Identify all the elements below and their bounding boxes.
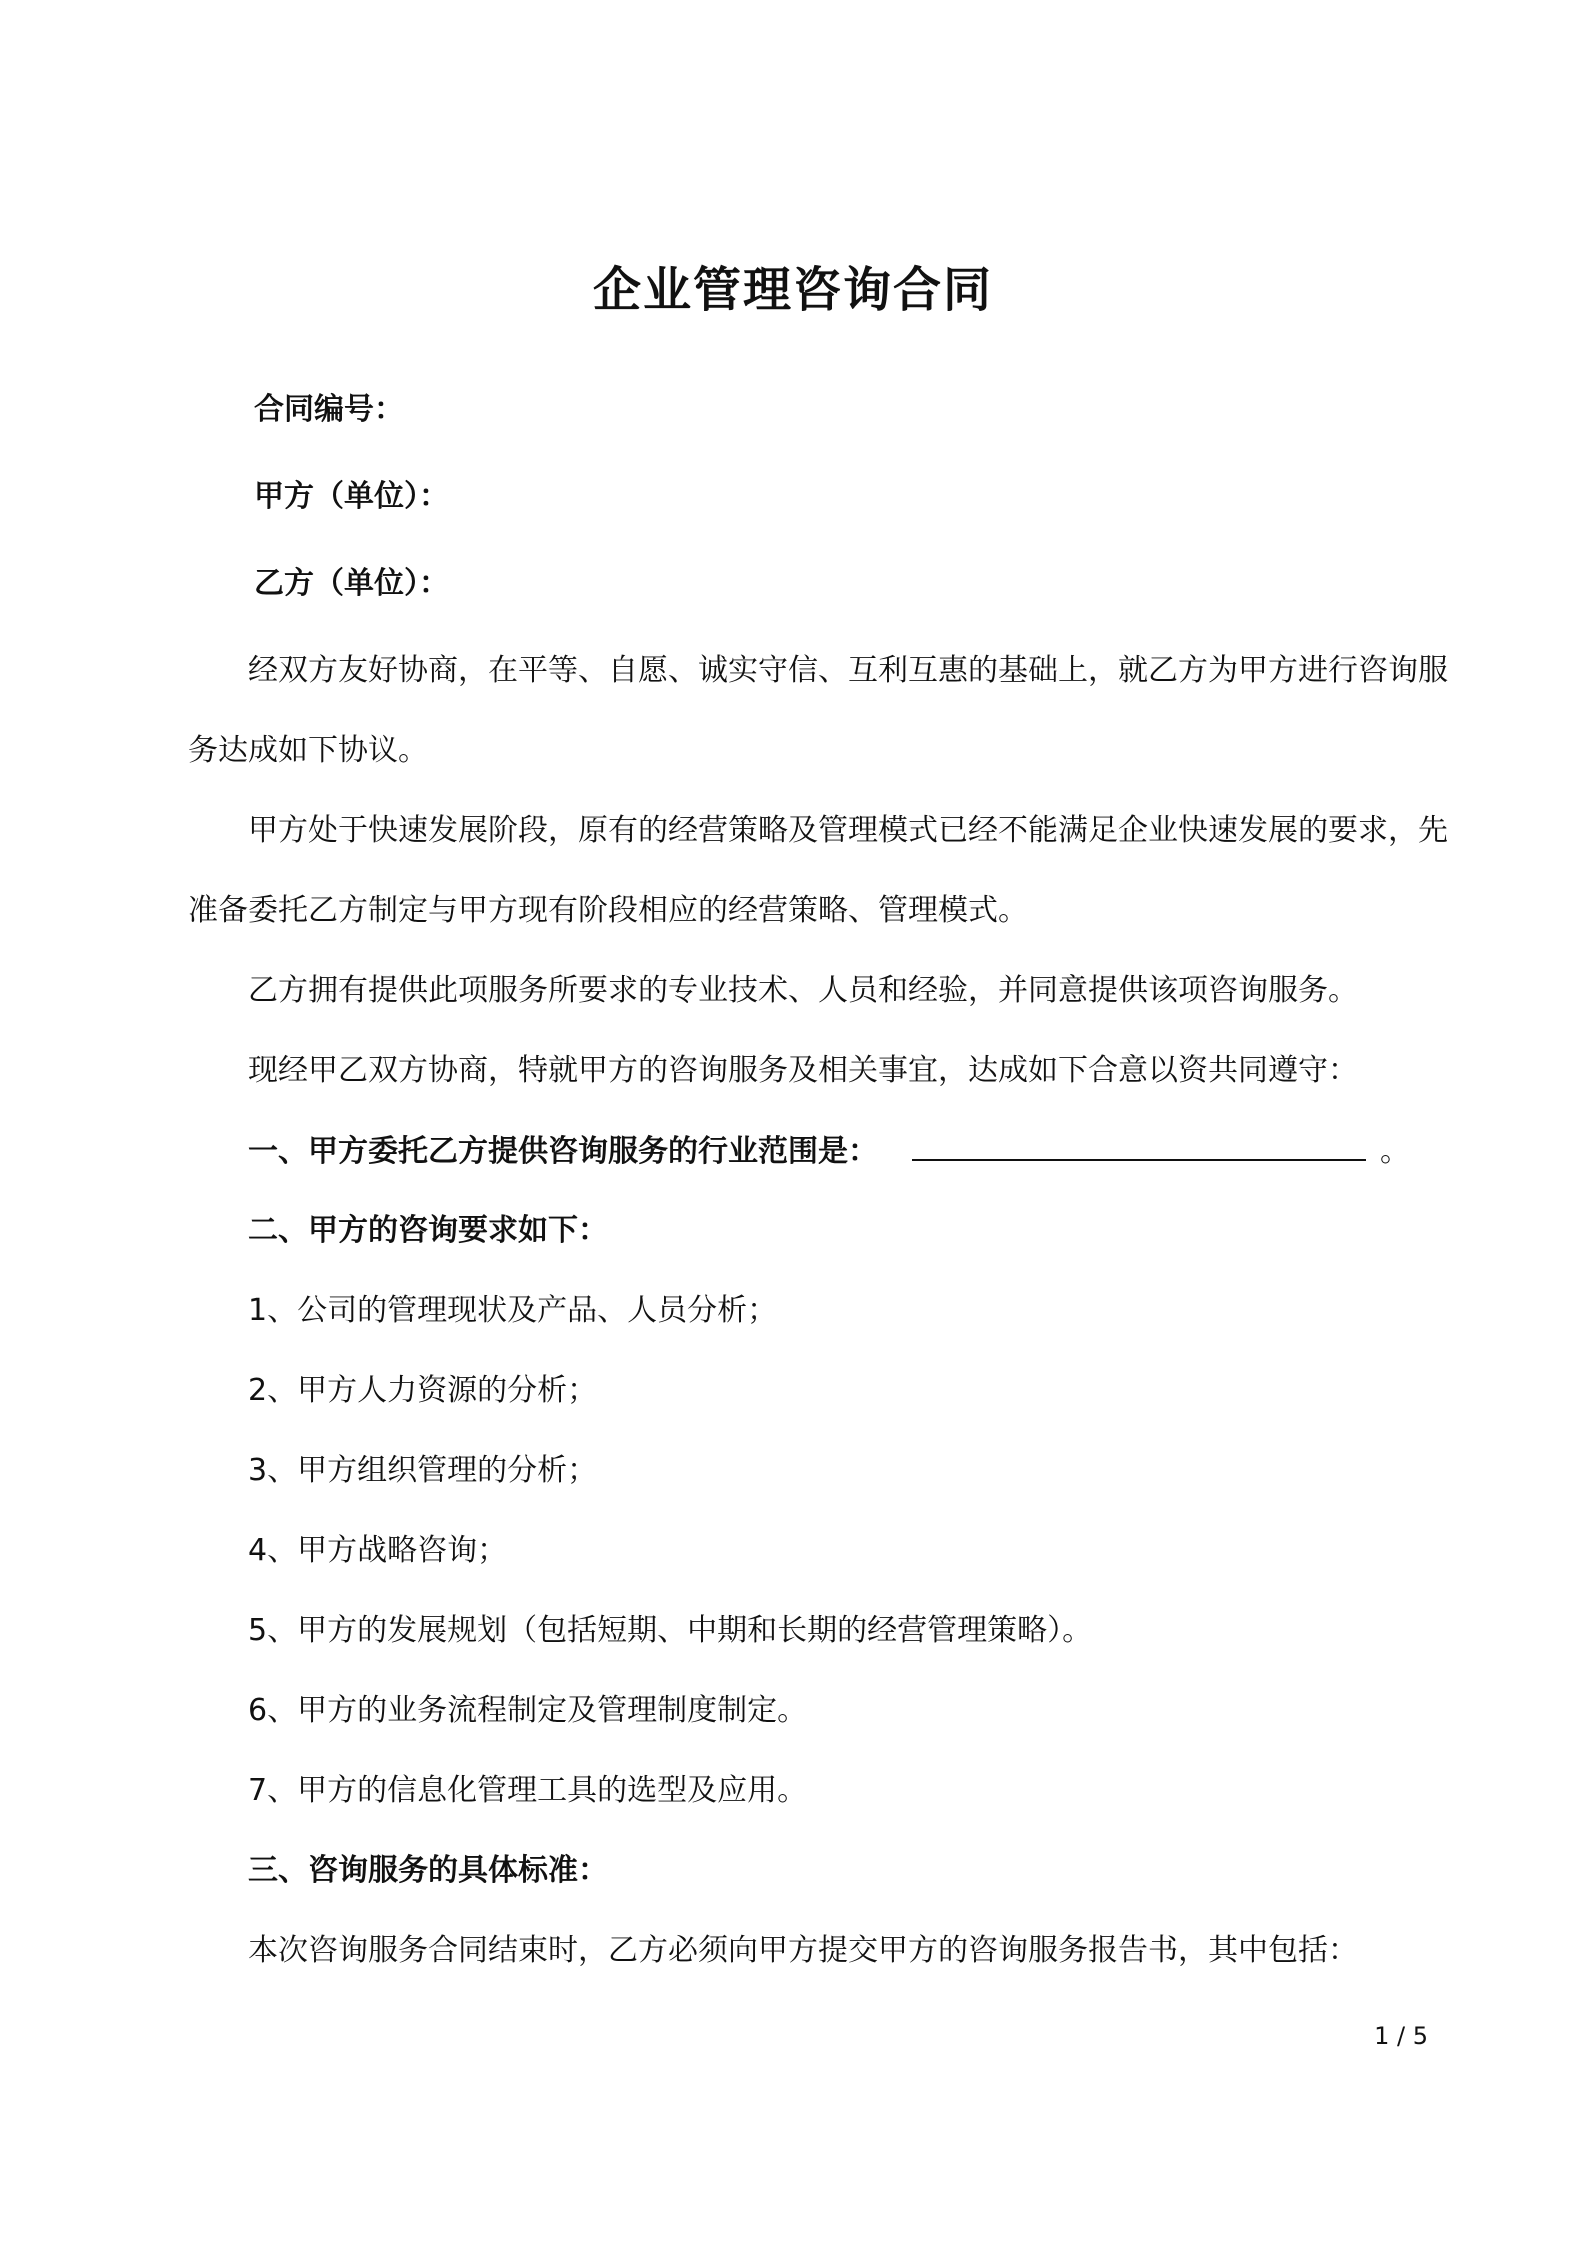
background-line-1: 甲方处于快速发展阶段，原有的经营策略及管理模式已经不能满足企业快速发展的要求，先 (248, 813, 1448, 848)
requirement-item: 2、甲方人力资源的分析； (248, 1373, 598, 1408)
party-b-capability: 乙方拥有提供此项服务所要求的专业技术、人员和经验，并同意提供该项咨询服务。 (248, 973, 1358, 1008)
intro-line-2: 务达成如下协议。 (188, 733, 428, 768)
document-title: 企业管理咨询合同 (592, 262, 993, 318)
requirement-item: 5、甲方的发展规划（包括短期、中期和长期的经营管理策略）。 (248, 1613, 1093, 1648)
section-1-label: 一、甲方委托乙方提供咨询服务的行业范围是： (248, 1134, 878, 1169)
background-line-2: 准备委托乙方制定与甲方现有阶段相应的经营策略、管理模式。 (188, 893, 1028, 928)
party-a-label: 甲方（单位）： (254, 479, 449, 514)
requirement-item: 3、甲方组织管理的分析； (248, 1453, 598, 1488)
agreement-intro: 现经甲乙双方协商，特就甲方的咨询服务及相关事宜，达成如下合意以资共同遵守： (248, 1053, 1358, 1088)
intro-line-1: 经双方友好协商，在平等、自愿、诚实守信、互利互惠的基础上，就乙方为甲方进行咨询服 (248, 653, 1448, 688)
section-1-line (248, 1129, 1410, 1174)
page-number: 1 / 5 (1374, 2022, 1428, 2050)
industry-scope-blank[interactable] (912, 1129, 1366, 1161)
section-1-suffix: 。 (1380, 1134, 1410, 1169)
contract-number-label: 合同编号： (254, 392, 404, 427)
section-2-heading: 二、甲方的咨询要求如下： (248, 1213, 608, 1248)
party-b-label: 乙方（单位）： (254, 566, 449, 601)
requirement-item: 1、公司的管理现状及产品、人员分析； (248, 1293, 778, 1328)
requirement-item: 4、甲方战略咨询； (248, 1533, 508, 1568)
requirement-item: 6、甲方的业务流程制定及管理制度制定。 (248, 1693, 808, 1728)
requirement-item: 7、甲方的信息化管理工具的选型及应用。 (248, 1773, 808, 1808)
section-3-text: 本次咨询服务合同结束时，乙方必须向甲方提交甲方的咨询服务报告书，其中包括： (248, 1933, 1358, 1968)
section-3-heading: 三、咨询服务的具体标准： (248, 1853, 608, 1888)
